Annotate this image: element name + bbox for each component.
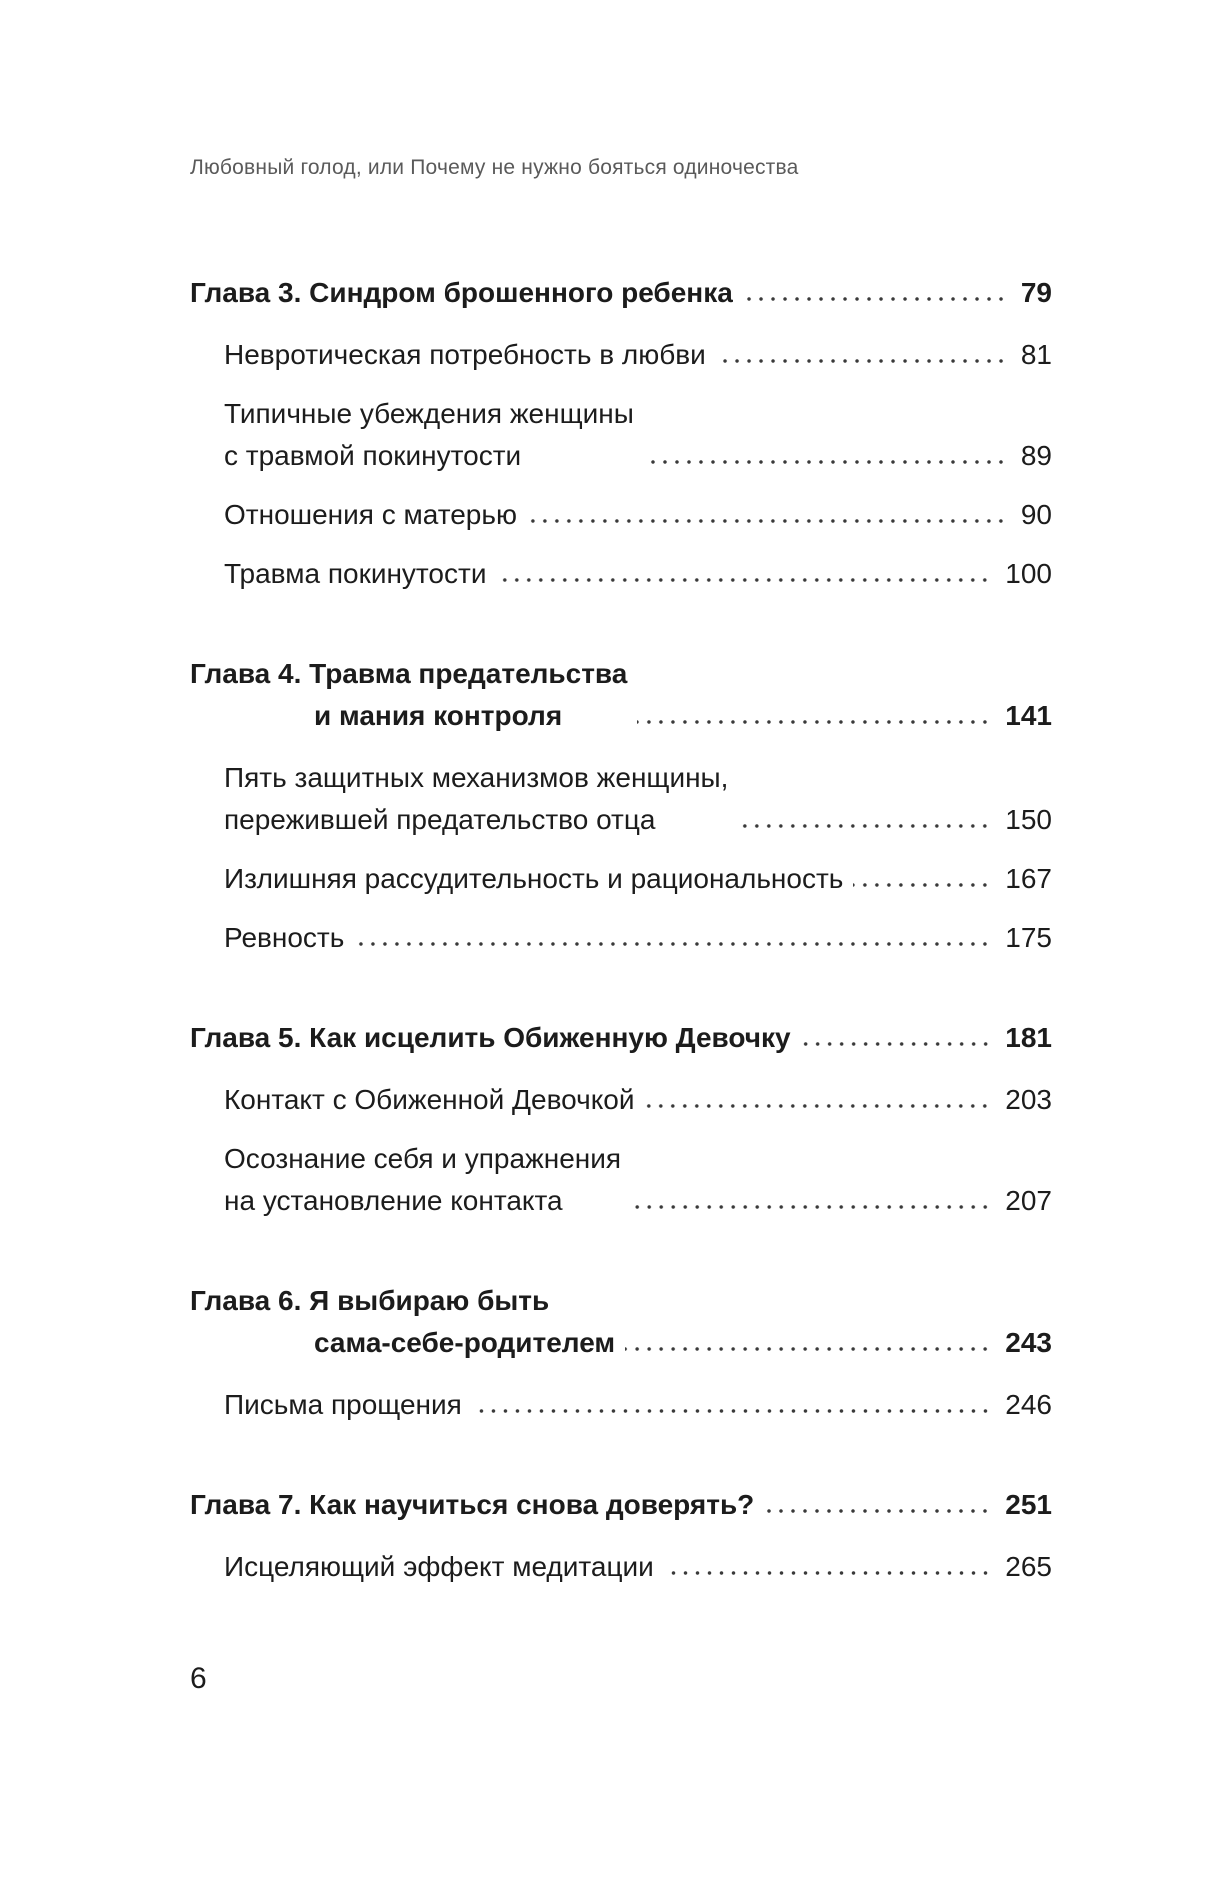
toc-chapter-entry bbox=[190, 1017, 1052, 1059]
toc-page-number: 265 bbox=[1005, 1551, 1052, 1582]
toc-entry-title-line: на установление контакта bbox=[224, 1185, 563, 1216]
toc-entry-title bbox=[224, 858, 853, 900]
toc-entry-title bbox=[224, 494, 527, 536]
toc-entry-title bbox=[224, 553, 496, 595]
dot-leader bbox=[625, 1347, 991, 1351]
dot-leader bbox=[738, 824, 991, 828]
toc-section-entry bbox=[190, 1138, 1052, 1222]
dot-leader bbox=[644, 460, 1007, 464]
toc-page-number: 150 bbox=[1005, 804, 1052, 835]
toc-entry-title bbox=[224, 1546, 664, 1588]
dot-leader bbox=[354, 942, 991, 946]
toc-section-entry bbox=[190, 1079, 1052, 1121]
toc-entry-title bbox=[190, 1017, 801, 1059]
toc-entry-title-line: Отношения с матерью bbox=[224, 499, 517, 530]
toc-chapter-entry bbox=[190, 1484, 1052, 1526]
toc-entry-title-line: и мания контроля bbox=[314, 700, 563, 731]
toc-page-number: 90 bbox=[1020, 499, 1052, 530]
page-number: 6 bbox=[190, 1662, 207, 1695]
dot-leader bbox=[801, 1042, 992, 1046]
toc-entry-title bbox=[224, 1384, 472, 1426]
toc-section-entry bbox=[190, 553, 1052, 595]
toc-entry-title-line: Пять защитных механизмов женщины, bbox=[224, 762, 729, 793]
toc-section-entry bbox=[190, 757, 1052, 841]
toc-chapter-entry bbox=[190, 1280, 1052, 1364]
toc-entry-title-line: Осознание себя и упражнения bbox=[224, 1143, 622, 1174]
toc-entry-title bbox=[190, 653, 637, 737]
toc-entry-title bbox=[224, 1138, 631, 1222]
toc-page-number: 246 bbox=[1005, 1389, 1052, 1420]
dot-leader bbox=[631, 1205, 991, 1209]
toc-page-number: 203 bbox=[1005, 1084, 1052, 1115]
toc-section-entry bbox=[190, 494, 1052, 536]
dot-leader bbox=[496, 578, 991, 582]
toc-page-number: 89 bbox=[1020, 440, 1052, 471]
toc-section-entry bbox=[190, 393, 1052, 477]
toc-section-entry bbox=[190, 1384, 1052, 1426]
dot-leader bbox=[716, 359, 1007, 363]
toc-entry-title-line: Глава 3. Синдром брошенного ребенка bbox=[190, 277, 733, 308]
dot-leader bbox=[637, 720, 991, 724]
toc-entry-title bbox=[190, 272, 743, 314]
toc-page-number: 100 bbox=[1005, 558, 1052, 589]
toc-entry-title-line: Невротическая потребность в любви bbox=[224, 339, 706, 370]
dot-leader bbox=[743, 297, 1007, 301]
toc-section-entry bbox=[190, 1546, 1052, 1588]
toc-page-number: 175 bbox=[1005, 922, 1052, 953]
toc-entry-title-line: Типичные убеждения женщины bbox=[224, 398, 634, 429]
dot-leader bbox=[527, 519, 1007, 523]
toc-entry-title-line: Глава 4. Травма предательства bbox=[190, 658, 628, 689]
running-head: Любовный голод, или Почему не нужно бояться одиночества bbox=[190, 156, 799, 179]
toc-chapter-entry bbox=[190, 653, 1052, 737]
toc-entry-title-line: Контакт с Обиженной Девочкой bbox=[224, 1084, 635, 1115]
toc-entry-title-line: Травма покинутости bbox=[224, 558, 487, 589]
toc-entry-title-line: пережившей предательство отца bbox=[224, 804, 656, 835]
toc-entry-title-line: Глава 5. Как исцелить Обиженную Девочку bbox=[190, 1022, 791, 1053]
toc-entry-title-line: Глава 7. Как научиться снова доверять? bbox=[190, 1489, 755, 1520]
toc-page-number: 81 bbox=[1020, 339, 1052, 370]
toc-entry-title bbox=[224, 334, 716, 376]
toc-page-number: 79 bbox=[1020, 277, 1052, 308]
toc-section-entry bbox=[190, 858, 1052, 900]
toc-entry-title bbox=[224, 917, 354, 959]
dot-leader bbox=[853, 883, 991, 887]
dot-leader bbox=[664, 1571, 992, 1575]
toc-page-number: 251 bbox=[1005, 1489, 1052, 1520]
toc-entry-title bbox=[190, 1280, 625, 1364]
toc-entry-title-line: Глава 6. Я выбираю быть bbox=[190, 1285, 550, 1316]
toc-entry-title-line: сама-себе-родителем bbox=[314, 1327, 616, 1358]
toc-entry-title bbox=[224, 757, 738, 841]
toc-entry-title-line: Исцеляющий эффект медитации bbox=[224, 1551, 654, 1582]
toc-section-entry bbox=[190, 917, 1052, 959]
toc-page-number: 207 bbox=[1005, 1185, 1052, 1216]
toc-entry-title bbox=[224, 393, 644, 477]
dot-leader bbox=[644, 1104, 991, 1108]
toc-entry-title-line: Ревность bbox=[224, 922, 345, 953]
toc-entry-title-line: Излишняя рассудительность и рациональность bbox=[224, 863, 844, 894]
toc-entry-title bbox=[190, 1484, 764, 1526]
toc-page-number: 181 bbox=[1005, 1022, 1052, 1053]
dot-leader bbox=[764, 1509, 991, 1513]
dot-leader bbox=[472, 1409, 991, 1413]
toc-page-number: 243 bbox=[1005, 1327, 1052, 1358]
toc-chapter-entry bbox=[190, 272, 1052, 314]
toc-entry-title bbox=[224, 1079, 644, 1121]
toc-entry-title-line: с травмой покинутости bbox=[224, 440, 522, 471]
toc-page-number: 167 bbox=[1005, 863, 1052, 894]
toc-section-entry bbox=[190, 334, 1052, 376]
table-of-contents bbox=[190, 272, 1052, 1588]
toc-page-number: 141 bbox=[1005, 700, 1052, 731]
toc-entry-title-line: Письма прощения bbox=[224, 1389, 462, 1420]
